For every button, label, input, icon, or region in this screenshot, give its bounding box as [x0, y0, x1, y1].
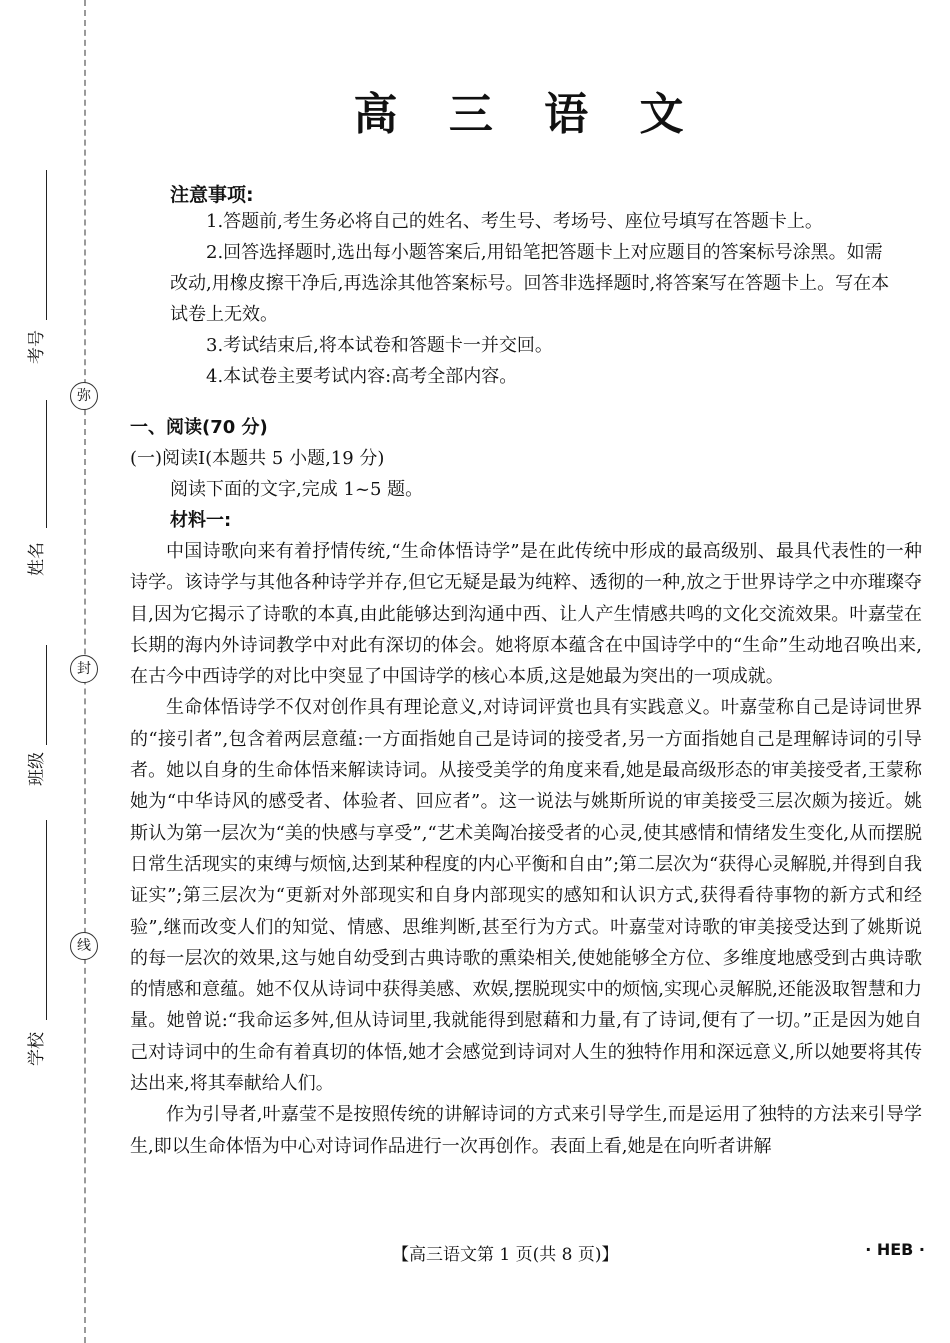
- page-title: 高 三 语 文: [353, 89, 702, 140]
- section-subheading: (一)阅读Ⅰ(本题共 5 小题,19 分): [130, 448, 385, 469]
- notice-item: 1.答题前,考生务必将自己的姓名、考生号、考场号、座位号填写在答题卡上。: [206, 211, 823, 232]
- passage-paragraph: 生命体悟诗学不仅对创作具有理论意义,对诗词评赏也具有实践意义。叶嘉莹称自己是诗词世界的“接引者”,包含着两层意蕴:一方面指她自己是诗词的接受者,另一方面指她自己是理解诗词的引导者。她以自身的生命体悟来解读诗词。从接受美学的角度来看,她是最高级形态的审美接受者,王蒙称她为“中华诗风的感受者、体验者、回应者”。这一说法与姚斯所说的审美接受三层次颇为接近。姚斯认为第一层次为“美的快感与享受”,“艺术美陶冶接受者的心灵,使其感情和情绪发生变化,从而摆脱日常生活现实的束缚与烦恼,达到某种程度的内心平衡和自由”;第二层次为“获得心灵解脱,并得到自我证实”;第三层次为“更新对外部现实和自身内部现实的感知和认识方式,获得看待事物的新方式和经验”,继而改变人们的知觉、情感、思维判断,甚至行为方式。叶嘉莹对诗歌的审美接受达到了姚斯说的每一层次的效果,这与她自幼受到古典诗歌的熏染相关,使她能够全方位、多维度地感受到古典诗歌的情感和意蕴。她不仅从诗词中获得美感、欢娱,摆脱现实中的烦恼,实现心灵解脱,还能汲取智慧和力量。她曾说:“我命运多舛,但从诗词里,我就能得到慰藉和力量,有了诗词,便有了一切。”正是因为她自己对诗词中的生命有着真切的体悟,她才会感觉到诗词对人生的独特作用和深远意义,所以她要将其传达出来,将其奉献给人们。: [130, 697, 922, 1095]
- seal-xian: 线: [70, 932, 98, 960]
- notice-heading: 注意事项:: [170, 184, 254, 206]
- exam-code: · HEB ·: [865, 1240, 925, 1259]
- reading-passage: [130, 536, 922, 1162]
- school-line: [46, 820, 47, 1020]
- class-line: [46, 645, 47, 745]
- section-heading: 一、阅读(70 分): [130, 417, 268, 438]
- passage-paragraph: 中国诗歌向来有着抒情传统,“生命体悟诗学”是在此传统中形成的最高级别、最具代表性的一种诗学。该诗学与其他各种诗学并存,但它无疑是最为纯粹、透彻的一种,放之于世界诗学之中亦璀璨夺目,因为它揭示了诗歌的本真,由此能够达到沟通中西、让人产生情感共鸣的文化交流效果。叶嘉莹在长期的海内外诗词教学中对此有深切的体会。她将原本蕴含在中国诗学中的“生命”生动地召唤出来,在古今中西诗学的对比中突显了中国诗学的核心本质,这是她最为突出的一项成就。: [130, 541, 922, 688]
- notice-item: 3.考试结束后,将本试卷和答题卡一并交回。: [206, 335, 553, 356]
- binding-margin: [0, 0, 110, 1343]
- passage-paragraph: 作为引导者,叶嘉莹不是按照传统的讲解诗词的方式来引导学生,而是运用了独特的方法来引导学生,即以生命体悟为中心对诗词作品进行一次再创作。表面上看,她是在向听者讲解: [130, 1104, 922, 1157]
- notice-item: 4.本试卷主要考试内容:高考全部内容。: [206, 366, 518, 387]
- class-label: 班级: [27, 752, 47, 786]
- name-line: [46, 400, 47, 528]
- school-label: 学校: [27, 1032, 47, 1066]
- seal-feng: 封: [70, 655, 98, 683]
- name-label: 姓名: [27, 542, 47, 576]
- notice-list: [170, 206, 890, 392]
- page-info: 【高三语文第 1 页(共 8 页)】: [392, 1245, 619, 1265]
- exam-number-label: 考号: [27, 330, 47, 364]
- notice-item: 2.回答选择题时,选出每小题答案后,用铅笔把答题卡上对应题目的答案标号涂黑。如需改动,用橡皮擦干净后,再选涂其他答案标号。回答非选择题时,将答案写在答题卡上。写在本试卷上无效。: [170, 242, 890, 325]
- exam-number-line: [46, 170, 47, 320]
- section-instruction: 阅读下面的文字,完成 1~5 题。: [170, 479, 424, 500]
- material-label: 材料一:: [170, 510, 232, 531]
- seal-mi: 弥: [70, 382, 98, 410]
